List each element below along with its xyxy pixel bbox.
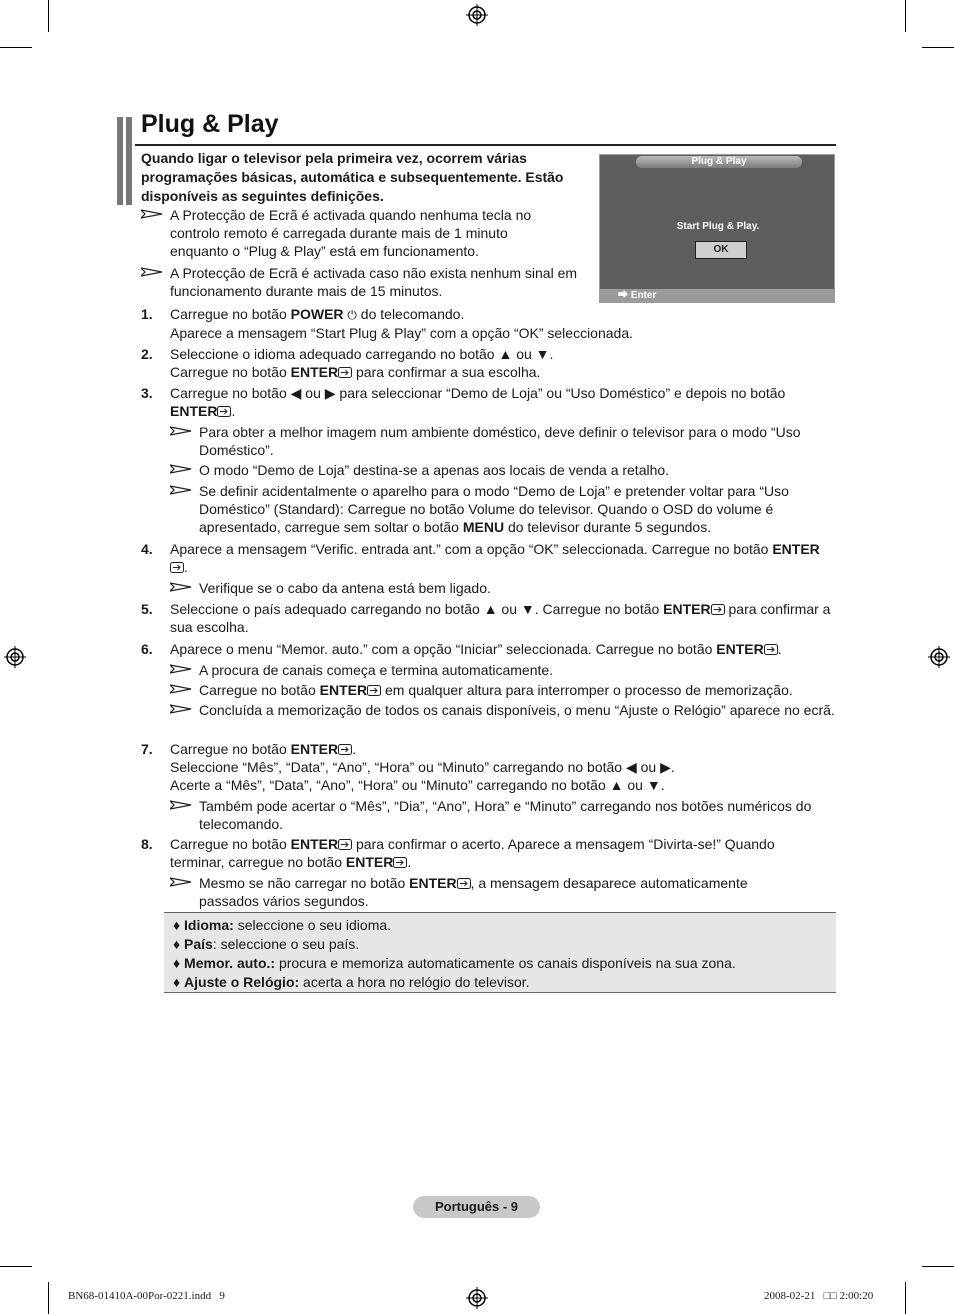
note-arrow-icon (170, 663, 192, 675)
note-text: Também pode acertar o “Mês”, “Dia”, “Ano”, Hora” e “Minuto” carregando nos botões numéricos do telecomando. (199, 798, 812, 832)
note-item (170, 264, 590, 300)
title-accent-bar (117, 117, 123, 205)
title-accent-bar (126, 117, 132, 205)
enter-label: ENTER (716, 641, 764, 657)
step-text: para confirmar o acerto. Aparece a mensagem “Divirta-se!” Quando terminar, carregue no botão (170, 836, 775, 870)
crop-mark (905, 0, 906, 32)
note-arrow-icon (141, 208, 163, 220)
note-text: Para obter a melhor imagem num ambiente doméstico, deve definir o televisor para o modo “Uso Doméstico”. (199, 424, 801, 458)
step-1 (141, 305, 841, 342)
summary-item (173, 954, 836, 973)
note-arrow-icon (170, 463, 192, 475)
enter-icon (711, 604, 725, 615)
note-text: A procura de canais começa e termina automaticamente. (199, 662, 554, 678)
crop-mark (922, 1266, 954, 1267)
step-number: 6. (141, 641, 153, 657)
enter-label: ENTER (772, 541, 820, 557)
enter-label: ENTER (170, 403, 218, 419)
enter-icon (338, 839, 352, 850)
enter-label: ENTER (663, 601, 711, 617)
note-text: A Protecção de Ecrã é activada quando nenhuma tecla no controlo remoto é carregada durante mais de 1 minuto enquanto o “Plug & Play” está em funcionamento. (170, 207, 532, 259)
enter-label: ENTER (319, 682, 368, 698)
note-item (170, 423, 839, 459)
step-number: 8. (141, 836, 153, 852)
summary-box (164, 912, 836, 993)
page-number-badge: Português - 9 (413, 1196, 540, 1218)
step-text: do telecomando. (356, 306, 465, 322)
step-text: Carregue no botão (170, 836, 291, 852)
step-text: . (777, 641, 782, 657)
summary-item (173, 916, 836, 935)
note-arrow-icon (170, 425, 192, 437)
note-text: , a mensagem desaparece automaticamente passados vários segundos. (199, 875, 748, 909)
menu-label: MENU (462, 519, 505, 535)
note-item (170, 701, 839, 719)
note-item (170, 874, 799, 910)
enter-icon (393, 857, 407, 868)
registration-mark-icon (4, 646, 26, 668)
step-number: 7. (141, 741, 153, 757)
registration-mark-icon (466, 1287, 488, 1309)
registration-mark-icon (466, 4, 488, 26)
summary-text: seleccione o seu idioma. (233, 917, 392, 933)
step-text: Carregue no botão (170, 306, 291, 322)
step-text: Acerte a “Mês”, “Data”, “Ano”, “Hora” ou “Minuto” carregando no botão ▲ ou ▼. (170, 777, 665, 793)
registration-mark-icon (928, 646, 950, 668)
summary-label: Idioma: (184, 917, 234, 933)
enter-icon (338, 367, 352, 378)
step-text: . (352, 741, 356, 757)
enter-icon (764, 644, 778, 655)
summary-label: Ajuste o Relógio: (184, 974, 300, 990)
power-icon: ⏻ (347, 308, 357, 322)
crop-mark (905, 1282, 906, 1314)
note-item (170, 797, 839, 833)
note-text: Carregue no botão (199, 682, 320, 698)
enter-icon (338, 744, 352, 755)
note-item (170, 482, 839, 536)
step-8 (141, 835, 841, 910)
step-text: Seleccione o idioma adequado carregando no botão ▲ ou ▼. (170, 346, 554, 362)
step-text: Aparece a mensagem “Verific. entrada ant.” com a opção “OK” seleccionada. Carregue no botão (170, 541, 773, 557)
page-title: Plug & Play (141, 110, 279, 138)
enter-icon (170, 562, 184, 573)
step-number: 4. (141, 541, 153, 557)
print-file-info: BN68-01410A-00Por-0221.indd 9 (68, 1290, 225, 1302)
note-text: Verifique se o cabo da antena está bem ligado. (199, 580, 491, 596)
print-date-info: 2008-02-21 □□ 2:00:20 (764, 1290, 874, 1302)
bullet-icon: ♦ (173, 936, 181, 952)
step-text: . (407, 854, 412, 870)
step-text: Seleccione “Mês”, “Data”, “Ano”, “Hora” ou “Minuto” carregando no botão ◀ ou ▶. (170, 759, 675, 775)
note-arrow-icon (170, 703, 192, 715)
note-arrow-icon (170, 876, 192, 888)
note-item (170, 579, 839, 597)
step-text: Aparece o menu “Memor. auto.” com a opção “Iniciar” seleccionada. Carregue no botão (170, 641, 717, 657)
step-text: Carregue no botão (170, 741, 291, 757)
note-arrow-icon (141, 266, 163, 278)
crop-mark (0, 1266, 32, 1267)
bullet-icon: ♦ (173, 974, 181, 990)
step-4 (141, 540, 841, 597)
step-text: Carregue no botão ◀ ou ▶ para seleccionar “Demo de Loja” ou “Uso Doméstico” e depois no botão (170, 385, 786, 401)
enter-label: ENTER (290, 741, 339, 757)
note-text: A Protecção de Ecrã é activada caso não exista nenhum sinal em funcionamento durante mais de 15 minutos. (170, 265, 578, 299)
title-divider (135, 144, 836, 146)
step-number: 1. (141, 306, 153, 322)
summary-label: País (184, 936, 213, 952)
summary-item (173, 973, 836, 992)
step-text: Aparece a mensagem “Start Plug & Play” com a opção “OK” seleccionada. (170, 325, 633, 341)
summary-text: acerta a hora no relógio do televisor. (299, 974, 530, 990)
enter-label: ENTER (290, 364, 339, 380)
step-text: para confirmar a sua escolha. (170, 601, 831, 635)
enter-icon (457, 878, 471, 889)
enter-icon (367, 685, 381, 696)
note-text: em qualquer altura para interromper o processo de memorização. (381, 682, 793, 698)
step-6 (141, 640, 841, 719)
note-item (170, 206, 550, 260)
note-text: Mesmo se não carregar no botão (199, 875, 410, 891)
crop-mark (48, 1282, 49, 1314)
step-number: 2. (141, 346, 153, 362)
note-text: do televisor durante 5 segundos. (504, 519, 712, 535)
step-text: . (231, 403, 236, 419)
note-item (170, 661, 839, 679)
enter-label: ENTER (290, 836, 339, 852)
note-arrow-icon (170, 484, 192, 496)
crop-mark (0, 47, 32, 48)
note-item (170, 681, 839, 699)
note-arrow-icon (170, 683, 192, 695)
bullet-icon: ♦ (173, 955, 181, 971)
enter-label: ENTER (409, 875, 457, 891)
step-number: 5. (141, 601, 153, 617)
crop-mark (48, 0, 49, 32)
note-text: Se definir acidentalmente o aparelho para o modo “Demo de Loja” e pretender voltar para “Uso Doméstico” (Standard): Carregue no botão Volume do televisor. Quando o OSD do volume é apresentado, carregue sem soltar o botão (199, 483, 789, 535)
step-text: Carregue no botão (170, 364, 291, 380)
bullet-icon: ♦ (173, 917, 181, 933)
note-arrow-icon (170, 581, 192, 593)
step-3 (141, 384, 841, 536)
step-5 (141, 600, 841, 636)
step-2 (141, 345, 841, 381)
screen-footer-label: Enter (630, 290, 657, 301)
enter-label: ENTER (345, 854, 394, 870)
enter-icon (217, 406, 231, 417)
summary-item (173, 935, 836, 954)
screen-header: Plug & Play (636, 156, 802, 168)
note-item (170, 461, 839, 479)
summary-label: Memor. auto.: (184, 955, 276, 971)
summary-text: procura e memoriza automaticamente os canais disponíveis na sua zona. (275, 955, 736, 971)
step-7 (141, 740, 841, 833)
enter-icon: ⮕ (618, 290, 628, 301)
crop-mark (922, 47, 954, 48)
step-text: Seleccione o país adequado carregando no botão ▲ ou ▼. Carregue no botão (170, 601, 664, 617)
screen-ok-button: OK (695, 241, 747, 259)
note-text: O modo “Demo de Loja” destina-se a apenas aos locais de venda a retalho. (199, 462, 670, 478)
step-text: . (184, 559, 188, 575)
screen-footer (600, 289, 834, 302)
plug-and-play-screen (599, 154, 835, 303)
power-label: POWER (290, 306, 344, 322)
step-number: 3. (141, 385, 153, 401)
note-arrow-icon (170, 799, 192, 811)
intro-text: Quando ligar o televisor pela primeira vez, ocorrem várias programações básicas, automática e subsequentemente. Estão disponíveis as seguintes definições. (141, 150, 564, 204)
screen-message: Start Plug & Play. (676, 221, 760, 232)
summary-text: : seleccione o seu país. (212, 936, 360, 952)
step-text: para confirmar a sua escolha. (352, 364, 541, 380)
note-text: Concluída a memorização de todos os canais disponíveis, o menu “Ajuste o Relógio” aparece no ecrã. (199, 702, 835, 718)
